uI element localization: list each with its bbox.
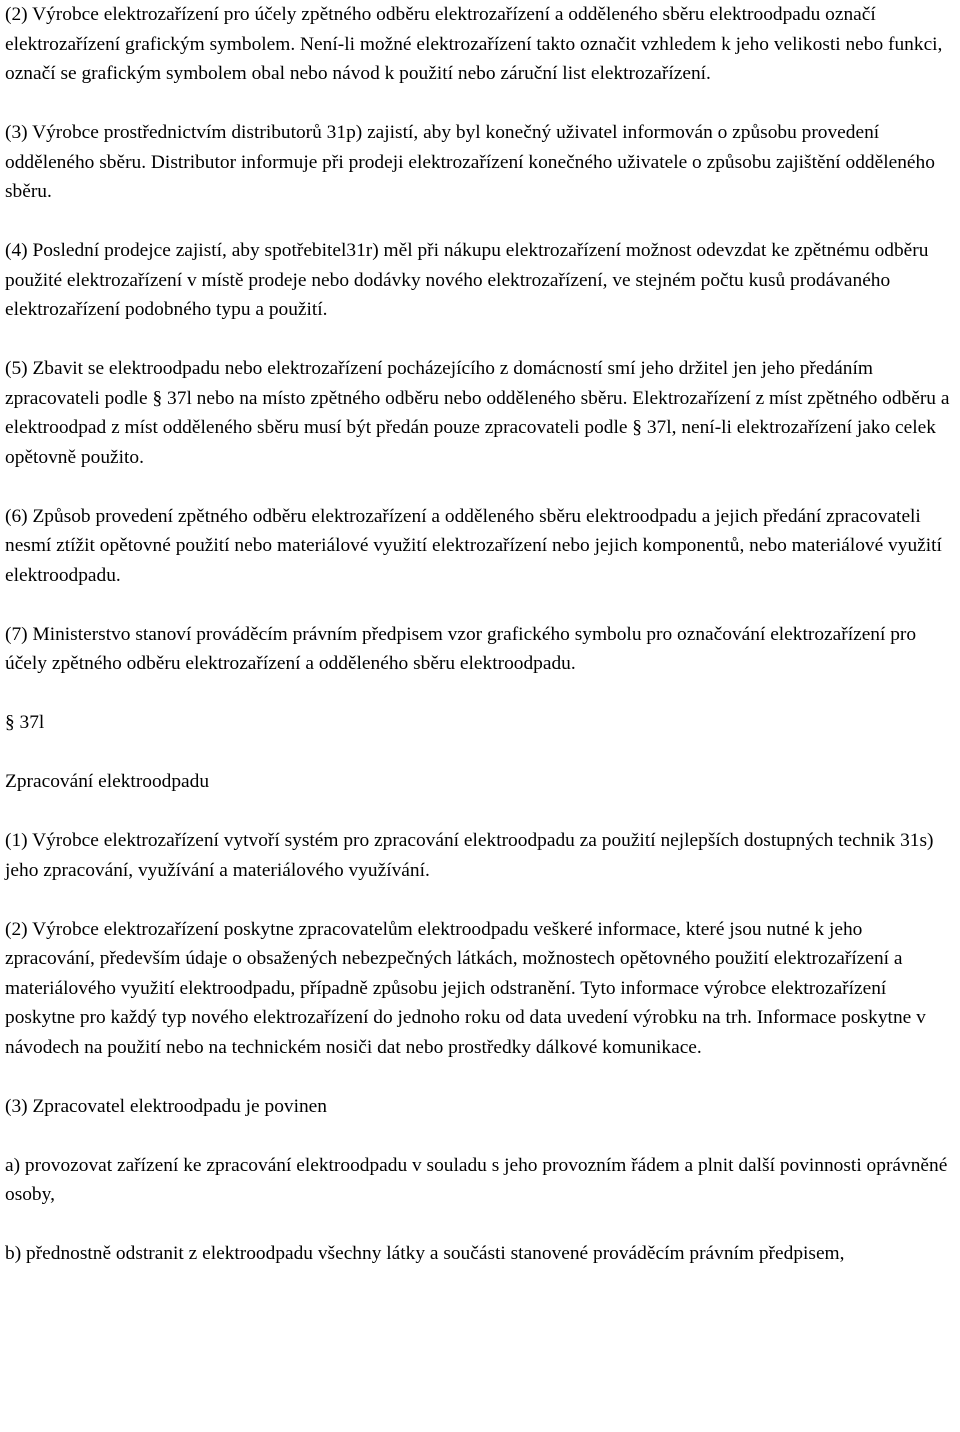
paragraph-gap bbox=[5, 1062, 957, 1092]
list-item-b: b) přednostně odstranit z elektroodpadu všechny látky a součásti stanovené prováděcím právním předpisem, bbox=[5, 1243, 845, 1264]
document-page bbox=[5, 0, 957, 1269]
paragraph-gap bbox=[5, 679, 957, 709]
paragraph-gap bbox=[5, 885, 957, 915]
paragraph-gap bbox=[5, 1121, 957, 1151]
paragraph-gap bbox=[5, 738, 957, 768]
paragraph-3-processor-duties: (3) Zpracovatel elektroodpadu je povinen bbox=[5, 1095, 327, 1117]
section-heading: § 37l bbox=[5, 712, 45, 733]
paragraph-6-collection-method: (6) Způsob provedení zpětného odběru elektrozařízení a odděleného sběru elektroodpadu a jejich předání zpracovateli nesmí ztížit opětovné použití nebo materiálové využití elektrozařízení nebo jejich komponentů, nebo materiálové využití elektroodpadu. bbox=[5, 505, 942, 586]
paragraph-gap bbox=[5, 325, 957, 355]
paragraph-1-processing-system: (1) Výrobce elektrozařízení vytvoří systém pro zpracování elektroodpadu za použití nejlepších dostupných technik 31s) jeho zpracování, využívání a materiálového využívání. bbox=[5, 830, 934, 881]
paragraph-gap bbox=[5, 1210, 957, 1240]
paragraph-gap bbox=[5, 590, 957, 620]
list-item-a: a) provozovat zařízení ke zpracování elektroodpadu v souladu s jeho provozním řádem a plnit další povinnosti oprávněné osoby, bbox=[5, 1154, 948, 1205]
paragraph-5-disposal: (5) Zbavit se elektroodpadu nebo elektrozařízení pocházejícího z domácností smí jeho držitel jen jeho předáním zpracovateli podle § 37l nebo na místo zpětného odběru nebo odděleného sběru. Elektrozařízení z míst zpětného odběru a elektroodpad z míst odděleného sběru musí být předán pouze zpracovateli podle § 37l, není-li elektrozařízení jako celek opětovně použito. bbox=[5, 358, 950, 468]
section-title: Zpracování elektroodpadu bbox=[5, 771, 210, 792]
paragraph-gap bbox=[5, 207, 957, 237]
paragraph-2-symbol-marking: (2) Výrobce elektrozařízení pro účely zpětného odběru elektrozařízení a odděleného sběru elektroodpadu označí elektrozařízení grafickým symbolem. Není-li možné elektrozařízení takto označit vzhledem k jeho velikosti nebo funkci, označí se grafickým symbolem obal nebo návod k použití nebo záruční list elektrozařízení. bbox=[5, 4, 943, 84]
paragraph-3-distributors: (3) Výrobce prostřednictvím distributorů 31p) zajistí, aby byl konečný uživatel informován o způsobu provedení odděleného sběru. Distributor informuje při prodeji elektrozařízení konečného uživatele o způsobu zajištění odděleného sběru. bbox=[5, 122, 935, 202]
paragraph-gap bbox=[5, 89, 957, 119]
paragraph-gap bbox=[5, 472, 957, 502]
paragraph-2-information: (2) Výrobce elektrozařízení poskytne zpracovatelům elektroodpadu veškeré informace, které jsou nutné k jeho zpracování, především údaje o obsažených nebezpečných látkách, možnostech opětovného použití elektrozařízení a materiálového využití elektroodpadu, případně způsobu jejich odstranění. Tyto informace výrobce elektrozařízení poskytne pro každý typ nového elektrozařízení do jednoho roku od data uvedení výrobku na trh. Informace poskytne v návodech na použití nebo na technickém nosiči dat nebo prostředky dálkové komunikace. bbox=[5, 918, 926, 1058]
paragraph-gap bbox=[5, 797, 957, 827]
paragraph-7-ministry: (7) Ministerstvo stanoví prováděcím právním předpisem vzor grafického symbolu pro označování elektrozařízení pro účely zpětného odběru elektrozařízení a odděleného sběru elektroodpadu. bbox=[5, 623, 917, 674]
paragraph-4-last-seller: (4) Poslední prodejce zajistí, aby spotřebitel31r) měl při nákupu elektrozařízení možnost odevzdat ke zpětnému odběru použité elektrozařízení v místě prodeje nebo dodávky nového elektrozařízení, ve stejném počtu kusů prodávaného elektrozařízení podobného typu a použití. bbox=[5, 240, 929, 320]
